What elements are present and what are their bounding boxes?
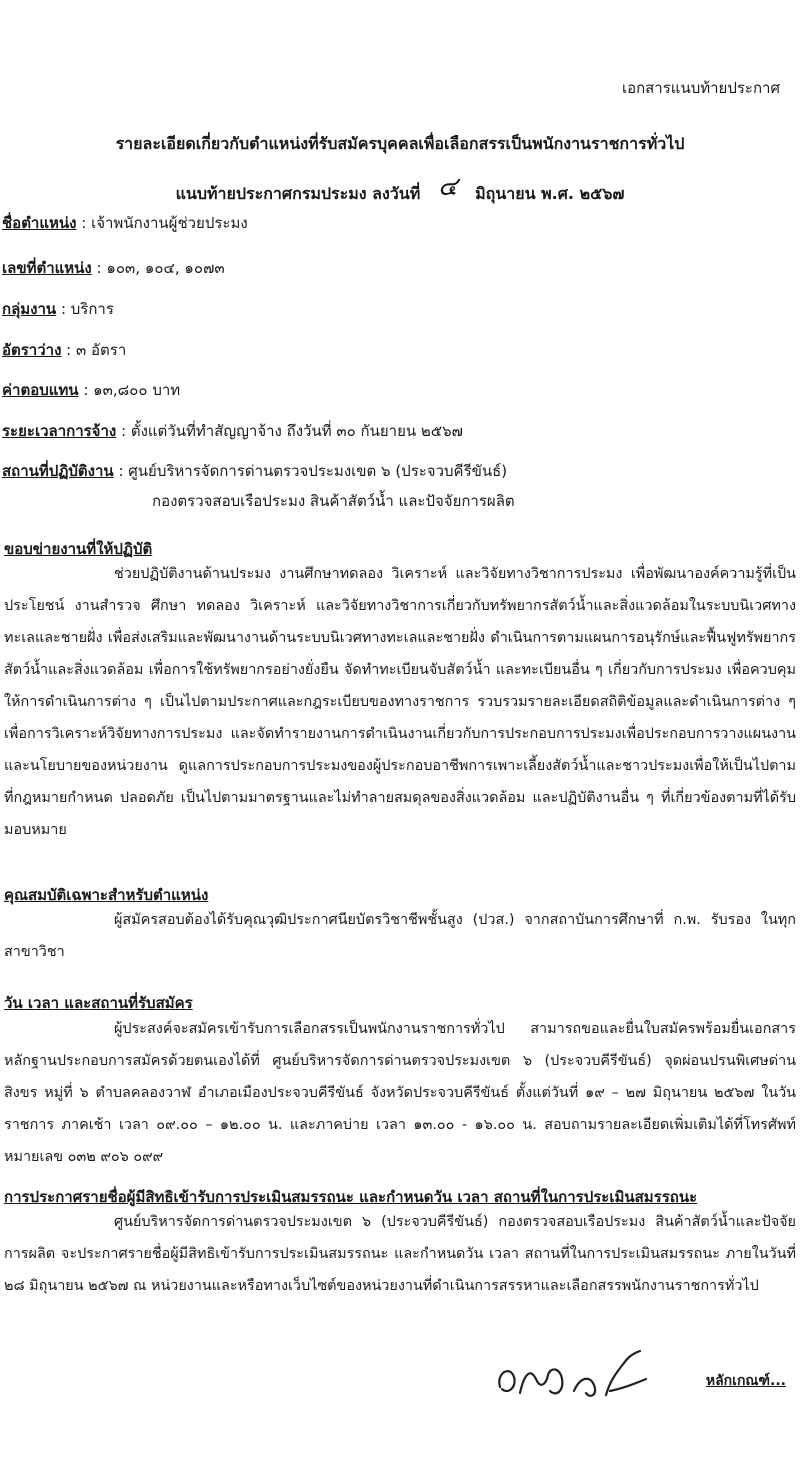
section-heading-qualifications: คุณสมบัติเฉพาะสำหรับตำแหน่ง bbox=[4, 886, 209, 904]
field-separator: : bbox=[91, 259, 107, 277]
field-salary bbox=[2, 378, 180, 402]
section-body-qualifications bbox=[4, 904, 796, 968]
field-label: ชื่อตำแหน่ง bbox=[2, 214, 77, 232]
field-value: ๓ อัตรา bbox=[76, 341, 127, 359]
continued-next-page: หลักเกณฑ์... bbox=[705, 1373, 786, 1389]
handwritten-day: ๔ bbox=[437, 172, 458, 202]
field-separator: : bbox=[76, 214, 92, 232]
field-value: ตั้งแต่วันที่ทำสัญญาจ้าง ถึงวันที่ ๓๐ กันยายน ๒๕๖๗ bbox=[130, 422, 463, 440]
field-separator: : bbox=[116, 422, 131, 440]
field-label: กลุ่มงาน bbox=[2, 300, 57, 318]
field-employment-period bbox=[2, 419, 463, 443]
document-title-line1: รายละเอียดเกี่ยวกับตำแหน่งที่รับสมัครบุคคลเพื่อเลือกสรรเป็นพนักงานราชการทั่วไป bbox=[115, 134, 685, 153]
field-separator: : bbox=[113, 462, 129, 480]
field-workplace bbox=[2, 459, 507, 483]
field-job-group bbox=[2, 297, 114, 321]
field-vacancies bbox=[2, 338, 126, 362]
paragraph-text: ผู้สมัครสอบต้องได้รับคุณวุฒิประกาศนียบัตรวิชาชีพชั้นสูง (ปวส.) จากสถาบันการศึกษาที่ ก.พ. รับรอง ในทุกสาขาวิชา bbox=[4, 912, 796, 960]
paragraph-text: ผู้ประสงค์จะสมัครเข้ารับการเลือกสรรเป็นพนักงานราชการทั่วไป สามารถขอและยื่นใบสมัครพร้อมยื่นเอกสารหลักฐานประกอบการสมัครด้วยตนเองได้ที่ ศูนย์บริหารจัดการด่านตรวจประมงเขต ๖ (ประจวบคีรีขันธ์) จุดผ่อนปรนพิเศษด่านสิงขร หมู่ที่ ๖ ตำบลคลองวาฬ อำเภอเมืองประจวบคีรีขันธ์ จังหวัดประจวบคีรีขันธ์ ตั้งแต่วันที่ ๑๙ – ๒๗ มิถุนายน ๒๕๖๗ ในวันราชการ ภาคเช้า เวลา ๐๙.๐๐ – ๑๒.๐๐ น. และภาคบ่าย เวลา ๑๓.๐๐ - ๑๖.๐๐ น. สอบถามรายละเอียดเพิ่มเติมได้ที่โทรศัพท์หมายเลข ๐๓๒ ๙๐๖ ๐๙๙ bbox=[4, 1021, 796, 1165]
section-heading-application: วัน เวลา และสถานที่รับสมัคร bbox=[4, 994, 193, 1012]
field-value: ศูนย์บริหารจัดการด่านตรวจประมงเขต ๖ (ประจวบคีรีขันธ์) bbox=[128, 462, 508, 480]
field-label: สถานที่ปฏิบัติงาน bbox=[2, 462, 114, 480]
field-separator: : bbox=[56, 300, 71, 318]
paragraph-text: ช่วยปฏิบัติงานด้านประมง งานศึกษาทดลอง วิเคราะห์ และวิจัยทางวิชาการประมง เพื่อพัฒนาองค์ความรู้ที่เป็นประโยชน์ งานสำรวจ ศึกษา ทดลอง วิเคราะห์ และวิจัยทางวิชาการเกี่ยวกับทรัพยากรสัตว์น้ำและสิ่งแวดล้อมในระบบนิเวศทางทะเลและชายฝั่ง เพื่อส่งเสริมและพัฒนางานด้านระบบนิเวศทางทะเลและชายฝั่ง ดำเนินการตามแผนการอนุรักษ์และฟื้นฟูทรัพยากรสัตว์น้ำและสิ่งแวดล้อม เพื่อการใช้ทรัพยากรอย่างยั่งยืน จัดทำทะเบียนจับสัตว์น้ำ และทะเบียนอื่น ๆ เกี่ยวกับการประมง เพื่อควบคุมให้การดำเนินการต่าง ๆ เป็นไปตามประกาศและกฎระเบียบของทางราชการ รวบรวมรายละเอียดสถิติข้อมูลและดำเนินการต่าง ๆ เพื่อการวิเคราะห์วิจัยทางการประมง และจัดทำรายงานการดำเนินงานเกี่ยวกับการประกอบการประมงเพื่อประกอบการวางแผนงานและนโยบายของหน่วยงาน ดูแลการประกอบการประมงของผู้ประกอบอาชีพการเพาะเลี้ยงสัตว์น้ำและชาวประมงเพื่อให้เป็นไปตามที่กฎหมายกำหนด ปลอดภัย เป็นไปตามมาตรฐานและไม่ทำลายสมดุลของสิ่งแวดล้อม และปฏิบัติงานอื่น ๆ ที่เกี่ยวข้องตามที่ได้รับมอบหมาย bbox=[4, 566, 796, 838]
field-value: เจ้าพนักงานผู้ช่วยประมง bbox=[91, 214, 248, 232]
field-position-name bbox=[2, 211, 248, 235]
field-separator: : bbox=[61, 341, 76, 359]
section-heading-announcement: การประกาศรายชื่อผู้มีสิทธิเข้ารับการประเมินสมรรถนะ และกำหนดวัน เวลา สถานที่ในการประเมินสมรรถนะ bbox=[4, 1188, 698, 1206]
section-body-application bbox=[4, 1013, 796, 1173]
field-value: ๑๓,๘๐๐ บาท bbox=[93, 381, 181, 399]
paragraph-text: ศูนย์บริหารจัดการด่านตรวจประมงเขต ๖ (ประจวบคีรีขันธ์) กองตรวจสอบเรือประมง สินค้าสัตว์น้ำและปัจจัยการผลิต จะประกาศรายชื่อผู้มีสิทธิเข้ารับการประเมินสมรรถนะ และกำหนดวัน เวลา สถานที่ในการประเมินสมรรถนะ ภายในวันที่ ๒๘ มิถุนายน ๒๕๖๗ ณ หน่วยงานและหรือทางเว็บไซต์ของหน่วยงานที่ดำเนินการสรรหาและเลือกสรรพนักงานราชการทั่วไป bbox=[4, 1214, 796, 1294]
field-label: ค่าตอบแทน bbox=[2, 381, 79, 399]
section-heading-scope: ขอบข่ายงานที่ให้ปฏิบัติ bbox=[4, 540, 153, 558]
handwritten-signature bbox=[490, 1345, 660, 1405]
section-body-scope bbox=[4, 558, 796, 846]
field-workplace-line2: กองตรวจสอบเรือประมง สินค้าสัตว์น้ำ และปัจจัยการผลิต bbox=[152, 492, 515, 510]
field-position-number bbox=[2, 256, 225, 280]
section-body-announcement bbox=[4, 1206, 796, 1302]
field-label: เลขที่ตำแหน่ง bbox=[2, 259, 92, 277]
field-label: อัตราว่าง bbox=[2, 341, 62, 359]
document-title-line2 bbox=[0, 170, 800, 211]
field-separator: : bbox=[78, 381, 94, 399]
field-value: บริการ bbox=[70, 300, 114, 318]
title-suffix: มิถุนายน พ.ศ. ๒๕๖๗ bbox=[475, 184, 625, 203]
attachment-note: เอกสารแนบท้ายประกาศ bbox=[621, 79, 780, 97]
field-label: ระยะเวลาการจ้าง bbox=[2, 422, 117, 440]
field-value: ๑๐๓, ๑๐๔, ๑๐๗๓ bbox=[106, 259, 225, 277]
title-prefix: แนบท้ายประกาศกรมประมง ลงวันที่ bbox=[175, 184, 421, 203]
